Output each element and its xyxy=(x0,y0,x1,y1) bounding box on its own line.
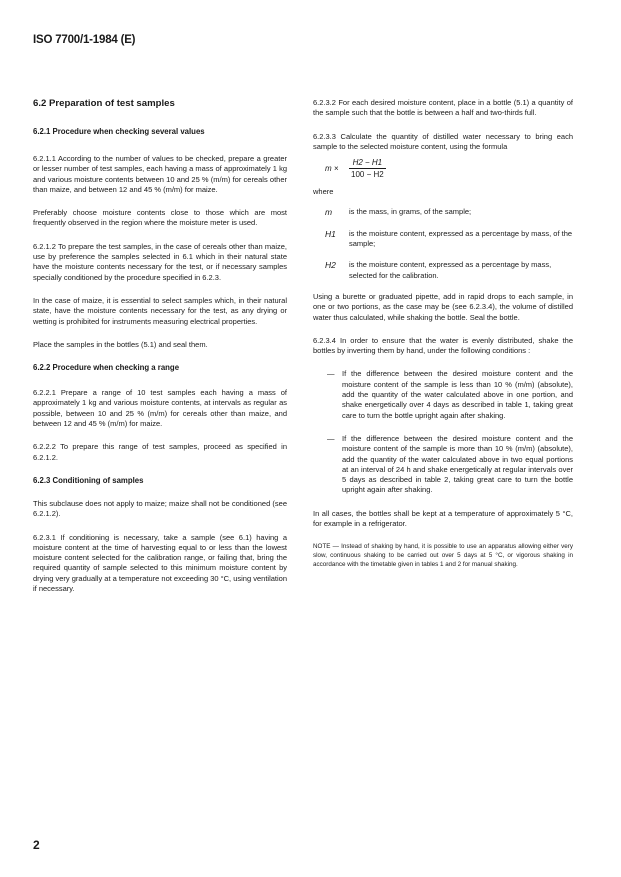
dash-bullet: — xyxy=(327,369,335,379)
paragraph-6-2-3-3: 6.2.3.3 Calculate the quantity of distilled water necessary to bring each sample to the selected moisture content, using the formula xyxy=(313,131,573,151)
formula-mass-term: m × xyxy=(325,164,339,174)
condition-item-text: If the difference between the desired moisture content and the moisture content of the sample is less than 10 % (m/m) (absolute), add the quantity of the water calculated above in one portion, and shake energetically over 4 days as described in table 1, taking great care to turn the bottle upright again after shaking. xyxy=(342,369,573,420)
dash-bullet: — xyxy=(327,433,335,443)
paragraph-maize: In the case of maize, it is essential to select samples which, in their natural state, have the moisture contents necessary for the test, as any drying or wetting is prohibited for instruments measuring electrical properties. xyxy=(33,295,287,326)
paragraph-preferably: Preferably choose moisture contents close to those which are most frequently observed in the region where the moisture meter is used. xyxy=(33,208,287,228)
where-label: where xyxy=(313,187,334,197)
definition-h2-text: is the moisture content, expressed as a percentage by mass, selected for the calibration. xyxy=(349,260,552,280)
paragraph-all-cases: In all cases, the bottles shall be kept at a temperature of approximately 5 °C, for example in a refrigerator. xyxy=(313,508,573,529)
definition-h1 xyxy=(313,229,573,250)
moisture-formula xyxy=(325,158,573,179)
symbol-h2: H2 xyxy=(325,260,336,271)
paragraph-subclause: This subclause does not apply to maize; maize shall not be conditioned (see 6.2.1.2). xyxy=(33,498,287,519)
note-shaking: NOTE — Instead of shaking by hand, it is possible to use an apparatus allowing either very slow, continuous shaking to be carried out over 5 days at 5 °C, or vigorous shaking in accordance with the timetable given in tables 1 and 2 for manual shaking. xyxy=(313,543,573,569)
condition-item-text: If the difference between the desired moisture content and the moisture content of the sample is more than 10 % (m/m) (absolute), add the quantity of the water calculated above in two equal portions at an interval of 24 h and shake energetically at regular intervals over 5 days as described in table 2, taking great care to turn the bottle upright again after shaking. xyxy=(342,433,573,495)
symbol-h1: H1 xyxy=(325,228,336,239)
definition-m-text: is the mass, in grams, of the sample; xyxy=(349,207,472,217)
formula-numerator: H2 − H1 xyxy=(349,158,387,169)
paragraph-6-2-2-1: 6.2.2.1 Prepare a range of 10 test samples each having a mass of approximately 1 kg and various moisture contents, at intervals as regular as possible, between 10 and 25 % (m/m) for cereals other than maize, and between 12 and 45 % (m/m) for maize. xyxy=(33,388,287,429)
definition-h1-text: is the moisture content, expressed as a percentage by mass, of the sample; xyxy=(349,228,573,249)
paragraph-6-2-3-1: 6.2.3.1 If conditioning is necessary, take a sample (see 6.1) having a moisture content at the time of harvesting equal to or less than the lowest moisture content selected for the calibration range, or failing that, bring the required quantity of sample selected to this minimum moisture content by drying very gradually at a temperature not exceeding 30 °C, using ventilation if necessary. xyxy=(33,532,287,594)
paragraph-place-samples: Place the samples in the bottles (5.1) and seal them. xyxy=(33,339,208,349)
subsection-heading-6-2-3: 6.2.3 Conditioning of samples xyxy=(33,475,144,485)
subsection-heading-6-2-2: 6.2.2 Procedure when checking a range xyxy=(33,363,180,373)
document-header: ISO 7700/1-1984 (E) xyxy=(33,34,136,46)
section-heading-6-2: 6.2 Preparation of test samples xyxy=(33,98,175,109)
definition-h2 xyxy=(313,260,573,281)
formula-fraction xyxy=(349,158,387,179)
paragraph-6-2-3-2: 6.2.3.2 For each desired moisture content, place in a bottle (5.1) a quantity of the sample such that the bottle is between a half and two-thirds full. xyxy=(313,98,573,118)
paragraph-burette: Using a burette or graduated pipette, add in rapid drops to each sample, in one or two portions, as the case may be (see 6.2.3.4), the volume of distilled water thus calculated, while shaking the bottle. Seal the bottle. xyxy=(313,291,573,322)
condition-item-less-than xyxy=(313,369,573,420)
paragraph-6-2-2-2: 6.2.2.2 To prepare this range of test samples, proceed as specified in 6.2.1.2. xyxy=(33,442,287,462)
page-number: 2 xyxy=(33,838,40,852)
paragraph-6-2-1-1: 6.2.1.1 According to the number of values to be checked, prepare a greater or lesser number of test samples, each having a mass of approximately 1 kg and various moisture contents between 10 and 25 % (m/m) for cereals other than maize, and between 12 and 45 % (m/m) for maize. xyxy=(33,154,287,194)
formula-denominator: 100 − H2 xyxy=(351,170,384,180)
subsection-heading-6-2-1: 6.2.1 Procedure when checking several values xyxy=(33,127,205,136)
symbol-m: m xyxy=(325,207,333,218)
right-column xyxy=(313,98,573,569)
paragraph-6-2-1-2: 6.2.1.2 To prepare the test samples, in the case of cereals other than maize, use by preference the samples selected in 6.1 which in their natural state have the moisture contents necessary for the test, or if necessary samples specially conditioned by the procedure specified in 6.2.3. xyxy=(33,241,287,282)
definition-m xyxy=(313,207,573,217)
paragraph-6-2-3-4: 6.2.3.4 In order to ensure that the water is evenly distributed, shake the bottles by inverting them by hand, under the following conditions : xyxy=(313,335,573,356)
condition-item-more-than xyxy=(313,434,573,496)
left-column xyxy=(33,98,287,607)
